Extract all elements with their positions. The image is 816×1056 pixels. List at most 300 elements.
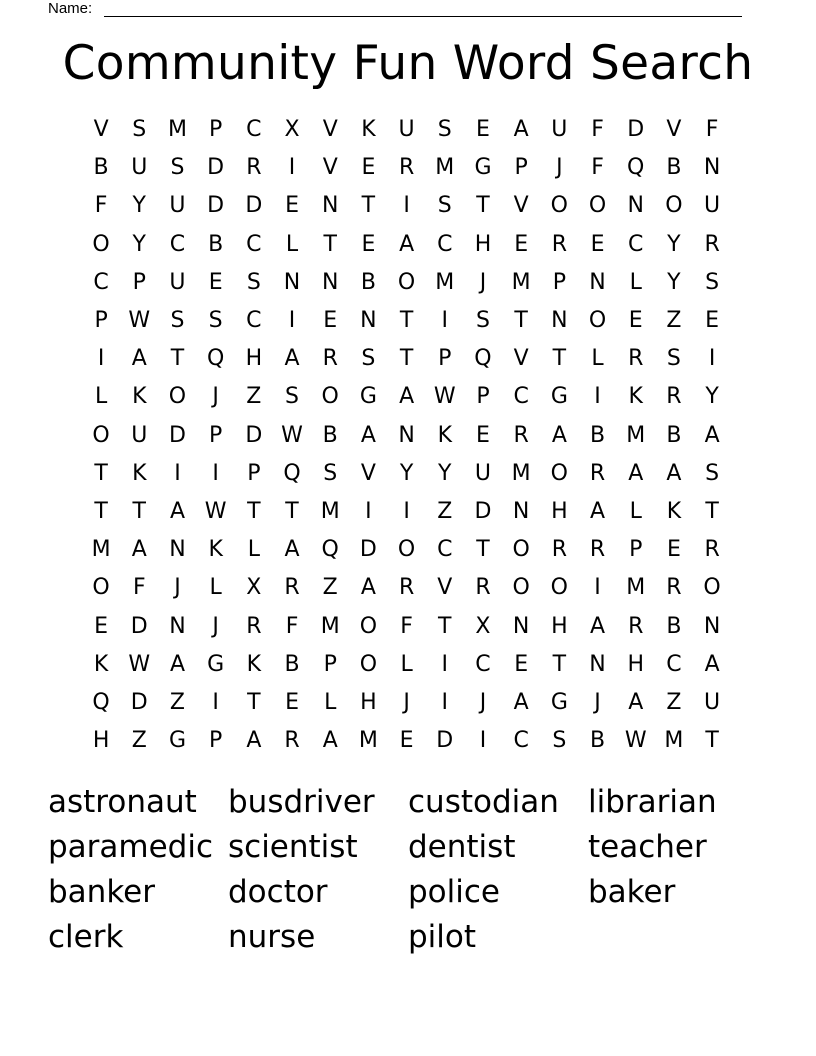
- grid-letter: T: [476, 537, 490, 563]
- grid-letter: C: [169, 231, 186, 257]
- grid-letter: Y: [399, 460, 414, 486]
- grid-letter: S: [705, 460, 720, 486]
- grid-letter: I: [403, 193, 410, 219]
- grid-letter: Y: [132, 193, 146, 219]
- grid-letter: P: [209, 422, 223, 448]
- grid-letter: R: [475, 575, 491, 601]
- grid-letter: K: [132, 384, 147, 410]
- grid-letter: D: [627, 117, 645, 143]
- grid-letter: T: [132, 498, 146, 524]
- word-list-item: nurse: [228, 919, 316, 955]
- grid-letter: N: [169, 613, 186, 639]
- word-list-item: librarian: [588, 784, 717, 820]
- grid-letter: C: [93, 269, 109, 295]
- word-list-item: dentist: [408, 829, 516, 865]
- grid-letter: P: [247, 460, 261, 486]
- grid-letter: P: [552, 269, 566, 295]
- grid-letter: Z: [666, 689, 682, 715]
- grid-letter: N: [321, 269, 339, 295]
- grid-letter: A: [513, 117, 529, 143]
- grid-letter: G: [550, 384, 568, 410]
- grid-letter: Z: [666, 308, 682, 334]
- grid-letter: T: [323, 231, 337, 257]
- grid-letter: A: [704, 422, 720, 448]
- grid-letter: A: [628, 460, 644, 486]
- grid-letter: V: [666, 117, 682, 143]
- grid-letter: D: [130, 613, 148, 639]
- grid-letter: I: [594, 575, 601, 601]
- grid-letter: R: [284, 728, 300, 754]
- grid-letter: M: [320, 613, 340, 639]
- grid-letter: R: [628, 613, 644, 639]
- grid-letter: C: [246, 117, 262, 143]
- grid-letter: J: [556, 155, 563, 181]
- name-label: Name:: [48, 0, 93, 17]
- grid-letter: I: [212, 689, 219, 715]
- grid-letter: M: [435, 155, 455, 181]
- grid-letter: D: [474, 498, 492, 524]
- grid-letter: G: [359, 384, 377, 410]
- word-list-item: baker: [588, 874, 676, 910]
- word-list-item: custodian: [408, 784, 559, 820]
- grid-letter: L: [324, 689, 337, 715]
- grid-letter: A: [704, 651, 720, 677]
- grid-letter: O: [92, 575, 110, 601]
- grid-letter: I: [365, 498, 372, 524]
- grid-letter: S: [437, 193, 452, 219]
- grid-letter: A: [131, 346, 147, 372]
- grid-letter: R: [513, 422, 529, 448]
- grid-letter: I: [288, 308, 296, 334]
- grid-letter: T: [247, 689, 261, 715]
- grid-letter: O: [550, 193, 568, 219]
- grid-letter: Z: [169, 689, 185, 715]
- grid-letter: R: [666, 575, 682, 601]
- grid-letter: P: [209, 728, 223, 754]
- grid-letter: S: [246, 269, 261, 295]
- grid-letter: K: [208, 537, 223, 563]
- grid-letter: A: [590, 498, 606, 524]
- grid-letter: D: [207, 155, 225, 181]
- word-list-item: scientist: [228, 829, 358, 865]
- grid-letter: A: [666, 460, 682, 486]
- grid-letter: N: [512, 498, 530, 524]
- grid-letter: O: [359, 651, 378, 677]
- grid-letter: A: [360, 422, 376, 448]
- grid-letter: O: [321, 384, 339, 410]
- grid-letter: V: [513, 193, 529, 219]
- grid-letter: A: [169, 498, 185, 524]
- grid-letter: N: [589, 269, 606, 295]
- grid-letter: T: [552, 346, 567, 372]
- grid-letter: C: [513, 728, 529, 754]
- grid-letter: R: [398, 575, 415, 601]
- grid-letter: W: [433, 384, 456, 410]
- grid-letter: E: [285, 689, 299, 715]
- grid-letter: E: [514, 651, 529, 677]
- grid-letter: W: [624, 728, 647, 754]
- grid-letter: A: [284, 537, 300, 563]
- grid-letter: N: [551, 308, 568, 334]
- grid-letter: B: [360, 269, 376, 295]
- grid-letter: M: [664, 728, 684, 754]
- grid-letter: L: [94, 384, 108, 410]
- grid-letter: S: [552, 728, 567, 754]
- grid-letter: O: [397, 269, 416, 295]
- grid-letter: I: [479, 728, 487, 754]
- grid-letter: T: [94, 498, 108, 524]
- grid-letter: A: [399, 231, 415, 257]
- grid-letter: H: [360, 689, 377, 715]
- grid-letter: Z: [437, 498, 453, 524]
- grid-letter: S: [666, 346, 681, 372]
- grid-letter: X: [246, 575, 262, 601]
- grid-letter: K: [132, 460, 147, 486]
- grid-letter: L: [591, 346, 604, 372]
- grid-letter: W: [281, 422, 303, 448]
- grid-letter: B: [284, 651, 300, 677]
- grid-letter: Y: [705, 384, 719, 410]
- grid-letter: V: [360, 460, 376, 486]
- grid-letter: B: [589, 728, 606, 754]
- grid-letter: V: [513, 346, 529, 372]
- grid-letter: N: [169, 537, 186, 563]
- grid-letter: Z: [246, 384, 262, 410]
- grid-letter: E: [705, 308, 720, 334]
- grid-letter: R: [704, 231, 720, 257]
- grid-letter: D: [359, 537, 377, 563]
- grid-letter: D: [436, 728, 454, 754]
- grid-letter: S: [705, 269, 720, 295]
- grid-letter: P: [209, 117, 223, 143]
- grid-letter: R: [589, 537, 606, 563]
- grid-letter: A: [360, 575, 376, 601]
- grid-letter: U: [704, 193, 721, 219]
- grid-letter: V: [93, 117, 109, 143]
- grid-letter: A: [322, 728, 338, 754]
- grid-letter: U: [474, 460, 492, 486]
- grid-letter: L: [629, 498, 642, 524]
- grid-letter: S: [208, 308, 223, 334]
- letter-grid: [82, 111, 731, 760]
- grid-letter: W: [204, 498, 227, 524]
- grid-letter: T: [552, 651, 567, 677]
- grid-letter: S: [285, 384, 300, 410]
- grid-letter: T: [170, 346, 185, 372]
- grid-letter: C: [246, 308, 262, 334]
- grid-letter: M: [358, 728, 378, 754]
- grid-letter: H: [627, 651, 644, 677]
- grid-letter: H: [92, 728, 110, 754]
- grid-letter: C: [628, 231, 644, 257]
- grid-letter: F: [591, 117, 604, 143]
- grid-letter: A: [628, 689, 644, 715]
- grid-letter: S: [475, 308, 490, 334]
- word-list-item: busdriver: [228, 784, 375, 820]
- grid-letter: P: [438, 346, 452, 372]
- grid-letter: Y: [667, 269, 681, 295]
- grid-letter: N: [283, 269, 301, 295]
- grid-letter: E: [208, 269, 223, 295]
- grid-letter: T: [285, 498, 299, 524]
- grid-letter: A: [590, 613, 606, 639]
- grid-letter: U: [131, 155, 148, 181]
- grid-letter: R: [551, 231, 567, 257]
- grid-letter: A: [399, 384, 415, 410]
- grid-letter: U: [704, 689, 721, 715]
- grid-letter: I: [174, 460, 181, 486]
- grid-letter: D: [207, 193, 225, 219]
- page-title: Community Fun Word Search: [62, 36, 754, 91]
- grid-letter: J: [212, 613, 219, 639]
- grid-letter: W: [128, 308, 151, 334]
- grid-letter: Z: [322, 575, 338, 601]
- grid-letter: J: [479, 269, 487, 295]
- grid-letter: H: [551, 613, 568, 639]
- grid-letter: O: [588, 308, 607, 334]
- grid-letter: T: [399, 346, 414, 372]
- grid-letter: C: [666, 651, 682, 677]
- grid-letter: O: [512, 537, 530, 563]
- grid-letter: J: [479, 689, 487, 715]
- grid-letter: Q: [206, 346, 225, 372]
- grid-letter: T: [476, 193, 490, 219]
- grid-letter: V: [322, 117, 338, 143]
- grid-letter: D: [168, 422, 186, 448]
- grid-letter: R: [284, 575, 300, 601]
- grid-letter: Y: [132, 231, 146, 257]
- grid-letter: M: [91, 537, 111, 563]
- grid-letter: C: [513, 384, 529, 410]
- grid-letter: Q: [283, 460, 301, 486]
- grid-letter: S: [170, 308, 185, 334]
- grid-letter: I: [403, 498, 410, 524]
- word-list-item: pilot: [408, 919, 477, 955]
- grid-letter: N: [321, 193, 339, 219]
- grid-letter: M: [511, 269, 531, 295]
- grid-letter: O: [550, 460, 568, 486]
- grid-letter: E: [666, 537, 681, 563]
- grid-letter: I: [212, 460, 219, 486]
- grid-letter: F: [400, 613, 413, 639]
- grid-letter: Z: [131, 728, 147, 754]
- grid-letter: O: [703, 575, 721, 601]
- grid-letter: D: [245, 422, 263, 448]
- grid-letter: J: [212, 384, 219, 410]
- grid-letter: J: [174, 575, 181, 601]
- grid-letter: L: [247, 537, 260, 563]
- grid-letter: E: [590, 231, 605, 257]
- grid-letter: F: [705, 117, 719, 143]
- grid-letter: Q: [627, 155, 645, 181]
- grid-letter: G: [550, 689, 568, 715]
- grid-letter: O: [512, 575, 530, 601]
- grid-letter: S: [132, 117, 147, 143]
- word-list-item: banker: [48, 874, 155, 910]
- word-list-item: police: [408, 874, 500, 910]
- grid-letter: A: [284, 346, 300, 372]
- grid-letter: L: [285, 231, 299, 257]
- grid-letter: L: [400, 651, 413, 677]
- grid-letter: U: [131, 422, 148, 448]
- grid-letter: N: [703, 155, 721, 181]
- grid-letter: T: [705, 498, 719, 524]
- grid-letter: V: [322, 155, 338, 181]
- word-list: [48, 780, 768, 960]
- grid-letter: P: [132, 269, 146, 295]
- grid-letter: K: [361, 117, 376, 143]
- grid-letter: Q: [92, 689, 110, 715]
- grid-letter: E: [399, 728, 414, 754]
- word-list-item: clerk: [48, 919, 124, 955]
- grid-letter: F: [132, 575, 146, 601]
- grid-letter: A: [551, 422, 567, 448]
- grid-letter: M: [626, 422, 646, 448]
- grid-letter: P: [323, 651, 337, 677]
- grid-letter: B: [93, 155, 109, 181]
- grid-letter: J: [403, 689, 410, 715]
- grid-letter: N: [398, 422, 415, 448]
- grid-letter: O: [92, 231, 110, 257]
- grid-letter: G: [207, 651, 225, 677]
- grid-letter: A: [131, 537, 147, 563]
- grid-letter: H: [551, 498, 568, 524]
- grid-letter: B: [589, 422, 606, 448]
- grid-letter: R: [246, 613, 262, 639]
- grid-letter: A: [513, 689, 529, 715]
- grid-letter: T: [514, 308, 528, 334]
- word-list-item: paramedic: [48, 829, 214, 865]
- grid-letter: X: [284, 117, 300, 143]
- grid-letter: I: [441, 308, 449, 334]
- grid-letter: K: [93, 651, 109, 677]
- grid-letter: G: [168, 728, 186, 754]
- grid-letter: R: [589, 460, 606, 486]
- grid-letter: G: [474, 155, 492, 181]
- grid-letter: S: [361, 346, 376, 372]
- grid-letter: S: [323, 460, 338, 486]
- grid-letter: S: [170, 155, 185, 181]
- grid-letter: T: [247, 498, 261, 524]
- grid-letter: M: [626, 575, 646, 601]
- grid-letter: M: [435, 269, 455, 295]
- grid-letter: O: [168, 384, 187, 410]
- grid-letter: X: [475, 613, 491, 639]
- grid-letter: T: [705, 728, 719, 754]
- grid-letter: D: [130, 689, 148, 715]
- grid-letter: H: [245, 346, 263, 372]
- grid-letter: O: [397, 537, 416, 563]
- grid-letter: N: [512, 613, 530, 639]
- grid-letter: B: [666, 613, 682, 639]
- grid-letter: K: [628, 384, 643, 410]
- grid-letter: P: [476, 384, 490, 410]
- grid-letter: N: [589, 651, 606, 677]
- grid-letter: U: [398, 117, 415, 143]
- grid-letter: Q: [474, 346, 492, 372]
- grid-letter: M: [167, 117, 187, 143]
- grid-letter: T: [399, 308, 414, 334]
- grid-letter: V: [437, 575, 453, 601]
- grid-letter: U: [551, 117, 568, 143]
- grid-letter: I: [594, 384, 601, 410]
- grid-letter: Y: [438, 460, 452, 486]
- word-list-item: teacher: [588, 829, 707, 865]
- grid-letter: S: [437, 117, 452, 143]
- grid-letter: K: [246, 651, 262, 677]
- grid-letter: C: [246, 231, 262, 257]
- grid-letter: O: [665, 193, 683, 219]
- grid-letter: U: [169, 269, 186, 295]
- grid-letter: R: [322, 346, 338, 372]
- grid-letter: M: [320, 498, 340, 524]
- grid-letter: A: [246, 728, 262, 754]
- grid-letter: N: [703, 613, 721, 639]
- grid-letter: K: [437, 422, 452, 448]
- grid-letter: O: [588, 193, 607, 219]
- grid-letter: E: [285, 193, 299, 219]
- grid-letter: B: [666, 422, 682, 448]
- grid-letter: I: [708, 346, 716, 372]
- grid-letter: P: [514, 155, 528, 181]
- grid-letter: T: [94, 460, 108, 486]
- grid-letter: P: [629, 537, 643, 563]
- grid-letter: T: [438, 613, 452, 639]
- grid-letter: F: [591, 155, 604, 181]
- grid-letter: P: [94, 308, 108, 334]
- grid-letter: E: [476, 117, 490, 143]
- grid-letter: I: [97, 346, 105, 372]
- grid-letter: E: [514, 231, 529, 257]
- grid-letter: E: [361, 155, 376, 181]
- grid-letter: L: [209, 575, 222, 601]
- grid-letter: F: [94, 193, 108, 219]
- grid-letter: D: [245, 193, 263, 219]
- grid-letter: J: [594, 689, 601, 715]
- grid-letter: O: [359, 613, 378, 639]
- grid-letter: O: [92, 422, 110, 448]
- grid-letter: L: [629, 269, 642, 295]
- grid-letter: R: [704, 537, 720, 563]
- grid-letter: R: [246, 155, 262, 181]
- grid-letter: R: [398, 155, 415, 181]
- grid-letter: I: [288, 155, 296, 181]
- grid-letter: A: [169, 651, 185, 677]
- word-list-item: astronaut: [48, 784, 197, 820]
- grid-letter: R: [628, 346, 644, 372]
- grid-letter: O: [550, 575, 568, 601]
- grid-letter: E: [361, 231, 376, 257]
- grid-letter: E: [94, 613, 109, 639]
- grid-letter: M: [511, 460, 531, 486]
- grid-letter: F: [285, 613, 299, 639]
- grid-letter: Q: [321, 537, 339, 563]
- grid-letter: E: [323, 308, 338, 334]
- grid-letter: C: [475, 651, 491, 677]
- grid-letter: R: [551, 537, 567, 563]
- grid-letter: C: [437, 537, 453, 563]
- grid-letter: W: [128, 651, 151, 677]
- grid-letter: N: [360, 308, 377, 334]
- grid-letter: E: [628, 308, 643, 334]
- grid-letter: I: [441, 689, 449, 715]
- name-line: [104, 16, 742, 17]
- grid-letter: H: [474, 231, 492, 257]
- grid-letter: B: [666, 155, 682, 181]
- grid-letter: U: [169, 193, 186, 219]
- grid-letter: N: [627, 193, 644, 219]
- grid-letter: B: [322, 422, 338, 448]
